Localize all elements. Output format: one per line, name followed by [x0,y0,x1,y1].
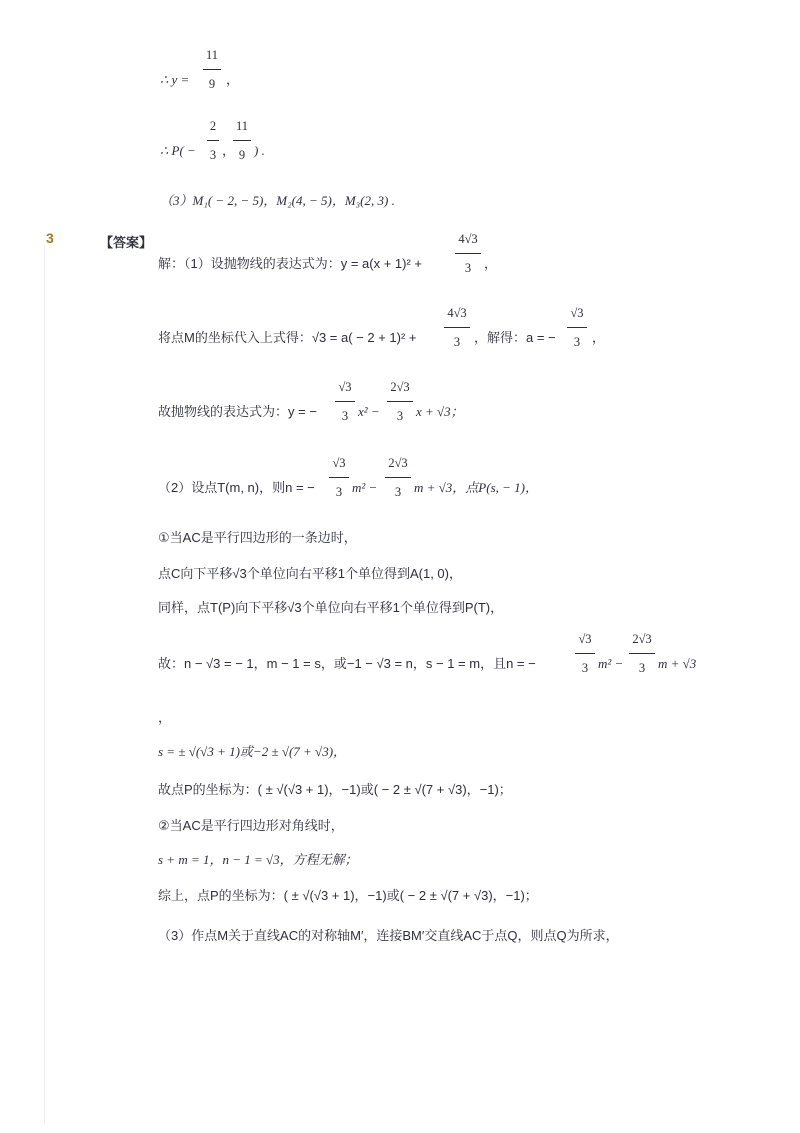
fraction-numerator: 2√3 [632,632,652,646]
fraction-denominator: 3 [335,485,343,499]
answer-tag: 【答案】 [100,235,153,250]
fraction-numerator: √3 [570,306,584,320]
prev-line-2: ∴ P( − [160,143,196,158]
prev-line-1: ∴ y = [160,72,190,87]
fraction-denominator: 3 [341,409,349,423]
answer-line-5: ①当AC是平行四边形的一条边时， [158,530,357,545]
answer-line-9: ， [158,710,172,725]
fraction-numerator: √3 [332,456,346,470]
fraction-bar [329,477,349,478]
answer-line-14: 综上，点P的坐标为：( ± √(√3 + 1)，−1)或( − 2 ± √(7 + √3)，−1)； [158,888,538,903]
answer-line-3-fraction-1 [334,380,356,423]
answer-line-4: （2）设点T(m, n)，则n = − [158,480,315,495]
fraction-bar [203,69,221,70]
fraction-numerator: √3 [338,380,352,394]
fraction-denominator: 9 [208,77,216,91]
fraction-bar [207,140,219,141]
answer-line-2-fraction-1 [443,306,471,349]
fraction-denominator: 3 [638,661,646,675]
fraction-numerator: 4√3 [447,306,467,320]
fraction-numerator: 2 [209,119,217,133]
fraction-bar [385,477,411,478]
answer-line-10: s = ± √(√3 + 1)或−2 ± √(7 + √3)， [158,744,347,759]
fraction-numerator: 2√3 [388,456,408,470]
answer-line-13: s + m = 1，n − 1 = √3，方程无解； [158,852,358,867]
answer-line-7: 同样，点T(P)向下平移√3个单位向右平移1个单位得到P(T)， [158,600,504,615]
answer-line-8-fraction-2 [628,632,656,675]
prev-line-2-fraction-1 [206,119,220,162]
fraction-denominator: 3 [573,335,581,349]
answer-line-6: 点C向下平移√3个单位向右平移1个单位得到A(1, 0)， [158,566,462,581]
fraction-bar [335,401,355,402]
answer-line-3-tail: x + √3； [416,404,464,419]
fraction-bar [455,253,481,254]
answer-line-1-fraction [454,232,482,275]
answer-line-4-fraction-1 [328,456,350,499]
left-margin-rule [44,244,45,1124]
answer-line-4-tail: m + √3，点P(s, − 1)， [414,480,538,495]
answer-line-1-tail: ， [484,256,498,271]
answer-line-2-fraction-2 [566,306,588,349]
fraction-denominator: 3 [209,148,217,162]
answer-line-3: 故抛物线的表达式为：y = − [158,404,317,419]
fraction-bar [387,401,413,402]
answer-line-12: ②当AC是平行四边形对角线时， [158,818,344,833]
prev-line-1-fraction [202,48,222,91]
answer-line-4-fraction-2 [384,456,412,499]
fraction-numerator: 2√3 [390,380,410,394]
fraction-denominator: 9 [238,148,246,162]
fraction-numerator: √3 [578,632,592,646]
fraction-numerator: 4√3 [458,232,478,246]
fraction-bar [567,327,587,328]
answer-line-3-mid: x² − [358,404,380,419]
fraction-numerator: 11 [205,48,219,62]
answer-line-2-mid: ，解得：a = − [474,330,556,345]
answer-line-8-fraction-1 [574,632,596,675]
prev-line-2-tail: ) . [254,143,265,158]
prev-line-2-fraction-2 [232,119,252,162]
fraction-denominator: 3 [394,485,402,499]
prev-line-2-mid: ， [222,143,236,158]
answer-line-8-tail: m + √3 [658,656,697,671]
question-number: 3 [46,230,54,246]
answer-line-8-mid: m² − [598,656,624,671]
fraction-numerator: 11 [235,119,249,133]
fraction-bar [233,140,251,141]
fraction-denominator: 3 [396,409,404,423]
answer-line-1: 解：（1）设抛物线的表达式为：y = a(x + 1)² + [158,256,423,271]
fraction-denominator: 3 [453,335,461,349]
fraction-bar [629,653,655,654]
answer-line-2-tail: ， [592,330,606,345]
answer-line-11: 故点P的坐标为：( ± √(√3 + 1)，−1)或( − 2 ± √(7 + √3)，−1)； [158,782,512,797]
answer-line-2: 将点M的坐标代入上式得：√3 = a( − 2 + 1)² + [158,330,417,345]
answer-line-15: （3）作点M关于直线AC的对称轴M′，连接BM′交直线AC于点Q，则点Q为所求， [158,928,619,943]
fraction-bar [444,327,470,328]
answer-line-4-mid: m² − [352,480,378,495]
fraction-denominator: 3 [464,261,472,275]
answer-line-3-fraction-2 [386,380,414,423]
answer-line-8: 故：n − √3 = − 1，m − 1 = s，或−1 − √3 = n，s − 1 = m，且n = − [158,656,536,671]
fraction-denominator: 3 [581,661,589,675]
fraction-bar [575,653,595,654]
prev-line-3: （3）M₁( − 2, − 5)，M₂(4, − 5)，M₃(2, 3) . [160,193,395,208]
prev-line-1-tail: ， [226,72,240,87]
